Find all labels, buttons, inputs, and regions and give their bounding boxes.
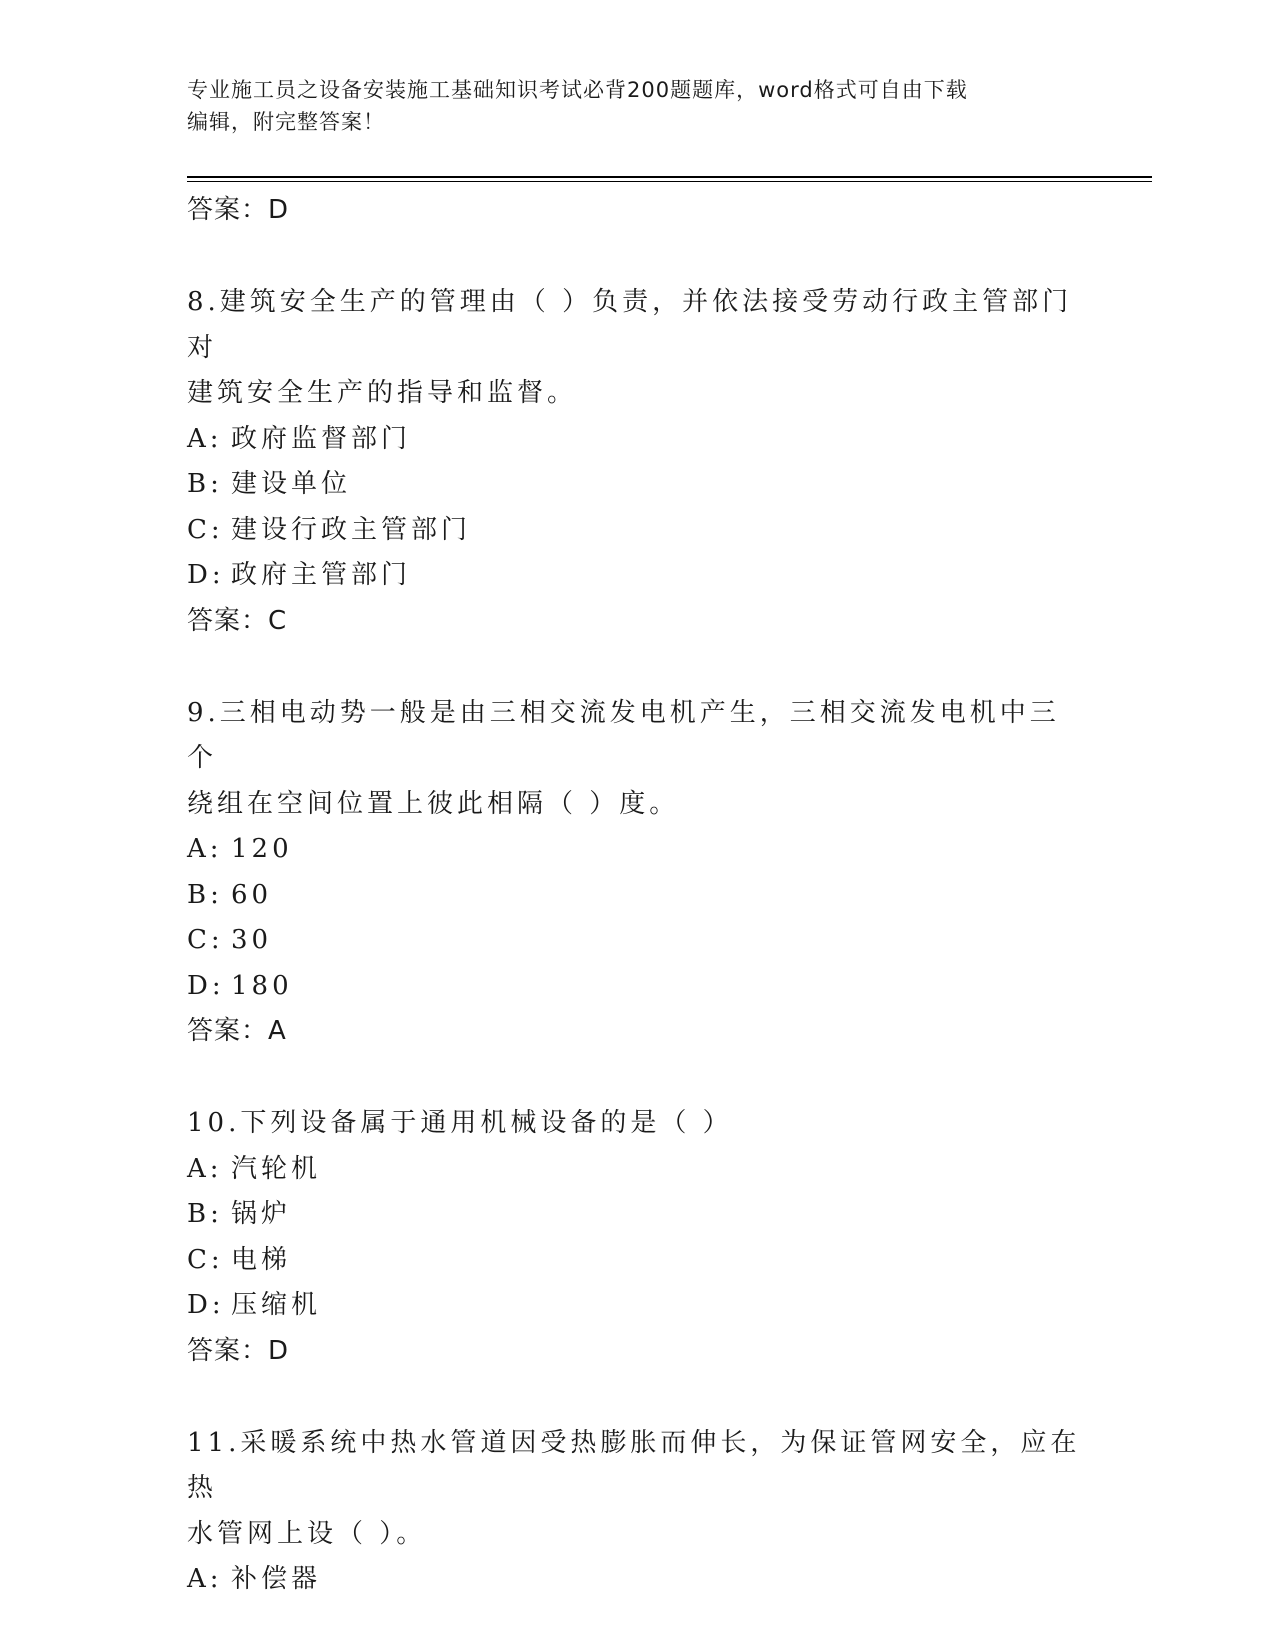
question-text	[187, 1101, 1087, 1147]
option-text: 30	[231, 925, 273, 955]
option-a	[187, 1557, 1157, 1603]
option-a	[187, 417, 1157, 463]
question-text-line-1: 9.三相电动势一般是由三相交流发电机产生，三相交流发电机中三个	[187, 697, 1060, 773]
answer-line: 答案：D	[187, 1335, 290, 1366]
option-c	[187, 1238, 1157, 1284]
option-key: A:	[187, 1564, 223, 1594]
header-line-2: 编辑，附完整答案！	[187, 110, 385, 134]
option-a	[187, 1147, 1157, 1193]
option-key: B:	[187, 1199, 223, 1229]
option-d	[187, 1283, 1157, 1329]
option-text: 120	[231, 834, 293, 864]
option-c	[187, 508, 1157, 554]
option-key: C:	[187, 514, 224, 545]
question-11	[187, 1421, 1157, 1603]
option-b	[187, 873, 1157, 919]
question-text-line-2: 水管网上设（ ）。	[187, 1518, 427, 1549]
option-text: 60	[231, 879, 273, 910]
option-text: 汽轮机	[231, 1153, 322, 1184]
option-key: C:	[187, 925, 224, 955]
option-key: C:	[187, 1244, 224, 1275]
option-key: A:	[187, 423, 223, 454]
option-b	[187, 1192, 1157, 1238]
option-key: B:	[187, 469, 223, 499]
question-text	[187, 1421, 1087, 1558]
answer-line: 答案：C	[187, 605, 288, 636]
header-line-1: 专业施工员之设备安装施工基础知识考试必背200题题库，word格式可自由下载	[187, 78, 968, 102]
option-d	[187, 553, 1157, 599]
document-body	[187, 188, 1157, 1603]
option-key: D:	[187, 970, 225, 1001]
option-d	[187, 964, 1157, 1010]
document-header	[187, 74, 1077, 138]
option-text: 建设单位	[231, 469, 352, 499]
question-10	[187, 1101, 1157, 1374]
question-text-line-2: 建筑安全生产的指导和监督。	[187, 378, 578, 408]
option-text: 政府主管部门	[231, 560, 412, 590]
option-key: B:	[187, 879, 223, 910]
answer-line: 答案：D	[187, 195, 290, 225]
option-text: 建设行政主管部门	[231, 514, 472, 545]
question-text-line-2: 绕组在空间位置上彼此相隔（ ）度。	[187, 788, 680, 819]
question-text-line-1: 10.下列设备属于通用机械设备的是（ ）	[187, 1108, 733, 1138]
option-key: A:	[187, 1153, 223, 1184]
question-text-line-1: 11.采暖系统中热水管道因受热膨胀而伸长，为保证管网安全，应在热	[187, 1427, 1081, 1503]
option-text: 电梯	[231, 1244, 292, 1275]
option-text: 补偿器	[231, 1564, 322, 1594]
option-c	[187, 918, 1157, 964]
question-text	[187, 691, 1087, 828]
option-key: D:	[187, 1290, 225, 1320]
header-divider-thin	[187, 181, 1152, 182]
option-text: 政府监督部门	[231, 423, 412, 454]
question-text	[187, 280, 1087, 417]
option-text: 压缩机	[231, 1290, 322, 1320]
answer-line: 答案：A	[187, 1016, 287, 1046]
question-9	[187, 691, 1157, 1055]
option-a	[187, 827, 1157, 873]
header-divider-thick	[187, 176, 1152, 178]
question-text-line-1: 8.建筑安全生产的管理由（ ）负责，并依法接受劳动行政主管部门对	[187, 287, 1073, 363]
option-key: D:	[187, 560, 225, 590]
option-text: 锅炉	[231, 1199, 292, 1229]
option-key: A:	[187, 834, 223, 864]
question-8	[187, 280, 1157, 644]
option-b	[187, 462, 1157, 508]
option-text: 180	[231, 970, 293, 1001]
